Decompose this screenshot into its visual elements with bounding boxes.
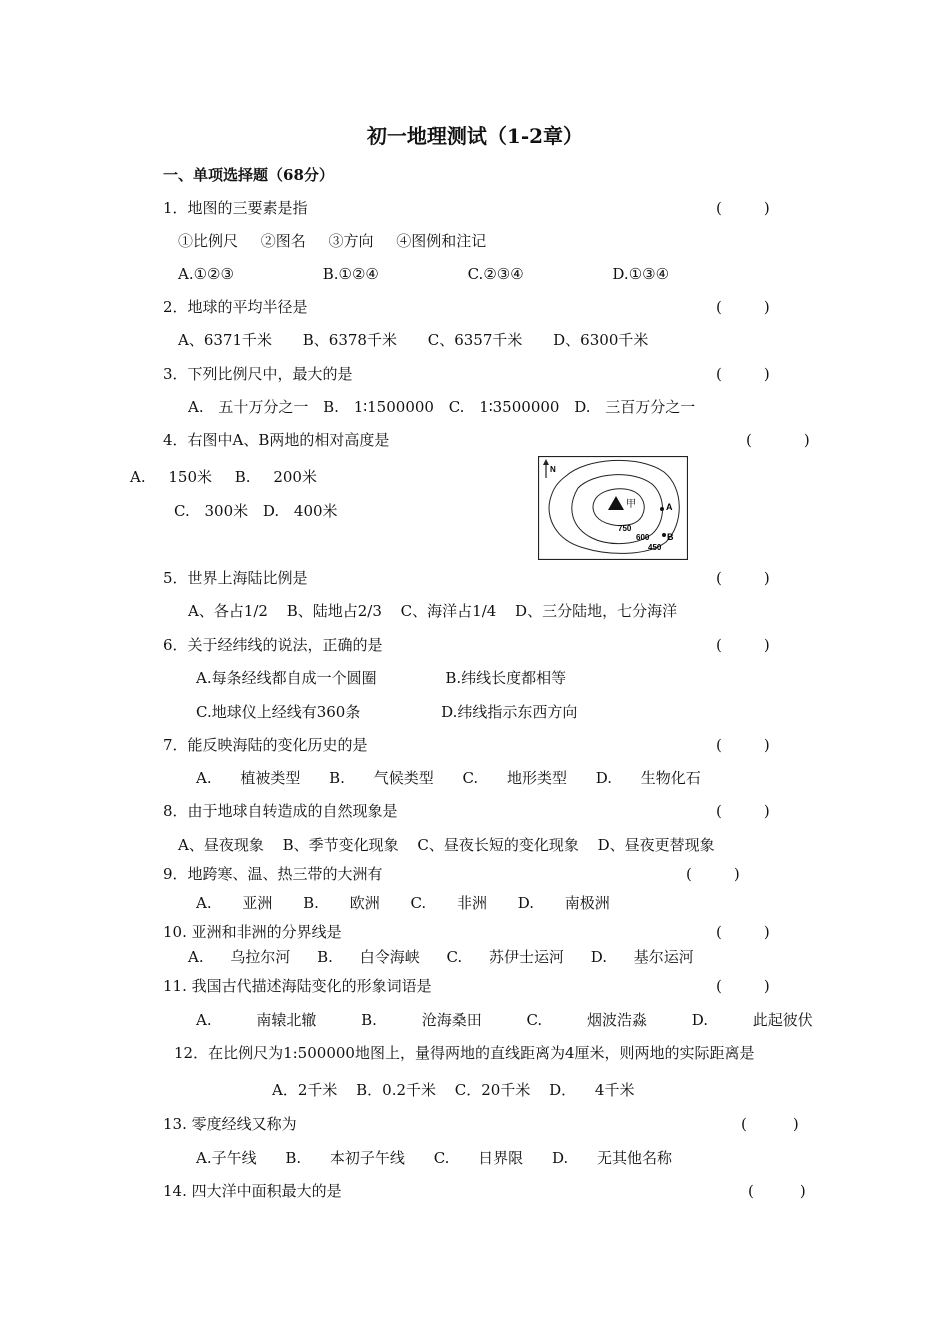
paren-close: ) [763,977,770,995]
question-stem: 13. 零度经线又称为 [163,1115,297,1133]
question-option-line: A、6371千米 B、6378千米 C、6357千米 D、6300千米 [178,331,649,349]
paren-open: ( [716,977,722,995]
paren-close: ) [733,865,740,883]
question-option-line: A.①②③ B.①②④ C.②③④ D.①③④ [178,265,670,283]
answer-blank[interactable] [716,735,770,755]
answer-blank[interactable] [748,1181,806,1201]
answer-blank[interactable] [716,297,770,317]
question-stem: 2．地球的平均半径是 [163,298,308,316]
question-option-line: ①比例尺 ②图名 ③方向 ④图例和注记 [178,232,487,250]
question-option-line: A.子午线 B. 本初子午线 C. 日界限 D. 无其他名称 [196,1149,672,1167]
question-stem: 10. 亚洲和非洲的分界线是 [163,923,342,941]
paren-close: ) [763,736,770,754]
question-option-line: A、昼夜现象 B、季节变化现象 C、昼夜长短的变化现象 D、昼夜更替现象 [178,836,715,854]
question-stem: 3．下列比例尺中，最大的是 [163,365,353,383]
paren-close: ) [763,569,770,587]
paren-open: ( [716,199,722,217]
answer-blank[interactable] [741,1114,799,1134]
paren-close: ) [803,431,810,449]
contour-label-600: 600 [636,533,650,542]
question-stem: 6．关于经纬线的说法，正确的是 [163,636,383,654]
paren-close: ) [763,365,770,383]
answer-blank[interactable] [716,922,770,942]
paren-open: ( [748,1182,754,1200]
question-option-line: A. 植被类型 B. 气候类型 C. 地形类型 D. 生物化石 [196,769,701,787]
point-a-marker [660,507,664,511]
paren-close: ) [763,636,770,654]
paren-close: ) [763,923,770,941]
peak-label: 甲 [626,499,636,510]
question-stem: 1．地图的三要素是指 [163,199,308,217]
contour-label-750: 750 [618,524,632,533]
answer-blank[interactable] [746,430,810,450]
question-option-line: A. 五十万分之一 B. 1∶1500000 C. 1∶3500000 D. 三百万分之一 [188,398,696,416]
answer-blank[interactable] [716,568,770,588]
paren-open: ( [716,736,722,754]
question-stem: 7．能反映海陆的变化历史的是 [163,736,368,754]
paren-open: ( [741,1115,747,1133]
paren-open: ( [716,365,722,383]
point-b-marker [662,533,666,537]
question-option-line: A、各占1/2 B、陆地占2/3 C、海洋占1/4 D、三分陆地，七分海洋 [188,602,678,620]
paren-open: ( [746,431,752,449]
contour-map [538,456,688,560]
page-title: 初一地理测试（1-2章） [366,124,584,148]
paren-close: ) [792,1115,799,1133]
paren-close: ) [763,199,770,217]
paren-open: ( [716,802,722,820]
paren-close: ) [763,298,770,316]
question-option-line: A. 150米 B. 200米 [130,468,317,486]
paren-open: ( [716,298,722,316]
question-option-line: A. 南辕北辙 B. 沧海桑田 C. 烟波浩淼 D. 此起彼伏 [196,1011,813,1029]
point-a-label: A [666,502,673,512]
answer-blank[interactable] [716,801,770,821]
question-stem: 9．地跨寒、温、热三带的大洲有 [163,865,383,883]
paren-open: ( [716,923,722,941]
paren-close: ) [763,802,770,820]
question-stem: 12．在比例尺为1:500000地图上，量得两地的直线距离为4厘米，则两地的实际距离是 [174,1044,755,1062]
answer-blank[interactable] [716,976,770,996]
answer-blank[interactable] [716,635,770,655]
question-stem: 8．由于地球自转造成的自然现象是 [163,802,398,820]
answer-blank[interactable] [686,864,740,884]
paren-open: ( [686,865,692,883]
question-option-line: C.地球仪上经线有360条 D.纬线指示东西方向 [196,703,578,721]
answer-blank[interactable] [716,364,770,384]
question-stem: 4．右图中A、B两地的相对高度是 [163,431,390,449]
paren-open: ( [716,569,722,587]
point-b-label: B [667,532,674,542]
answer-blank[interactable] [716,198,770,218]
question-option-line: C. 300米 D. 400米 [174,502,338,520]
north-label: N [550,465,556,474]
question-stem: 14. 四大洋中面积最大的是 [163,1182,342,1200]
question-stem: 5．世界上海陆比例是 [163,569,308,587]
paren-open: ( [716,636,722,654]
question-stem: 11. 我国古代描述海陆变化的形象词语是 [163,977,432,995]
question-option-line: A. 乌拉尔河 B. 白令海峡 C. 苏伊士运河 D. 基尔运河 [188,948,694,966]
paren-close: ) [799,1182,806,1200]
section-heading: 一、单项选择题（68分） [163,166,334,184]
question-option-line: A. 亚洲 B. 欧洲 C. 非洲 D. 南极洲 [196,894,610,912]
contour-label-450: 450 [648,543,662,552]
question-option-line: A.每条经线都自成一个圆圈 B.纬线长度都相等 [196,669,567,687]
question-option-line: A．2千米 B．0.2千米 C．20千米 D． 4千米 [272,1081,635,1099]
